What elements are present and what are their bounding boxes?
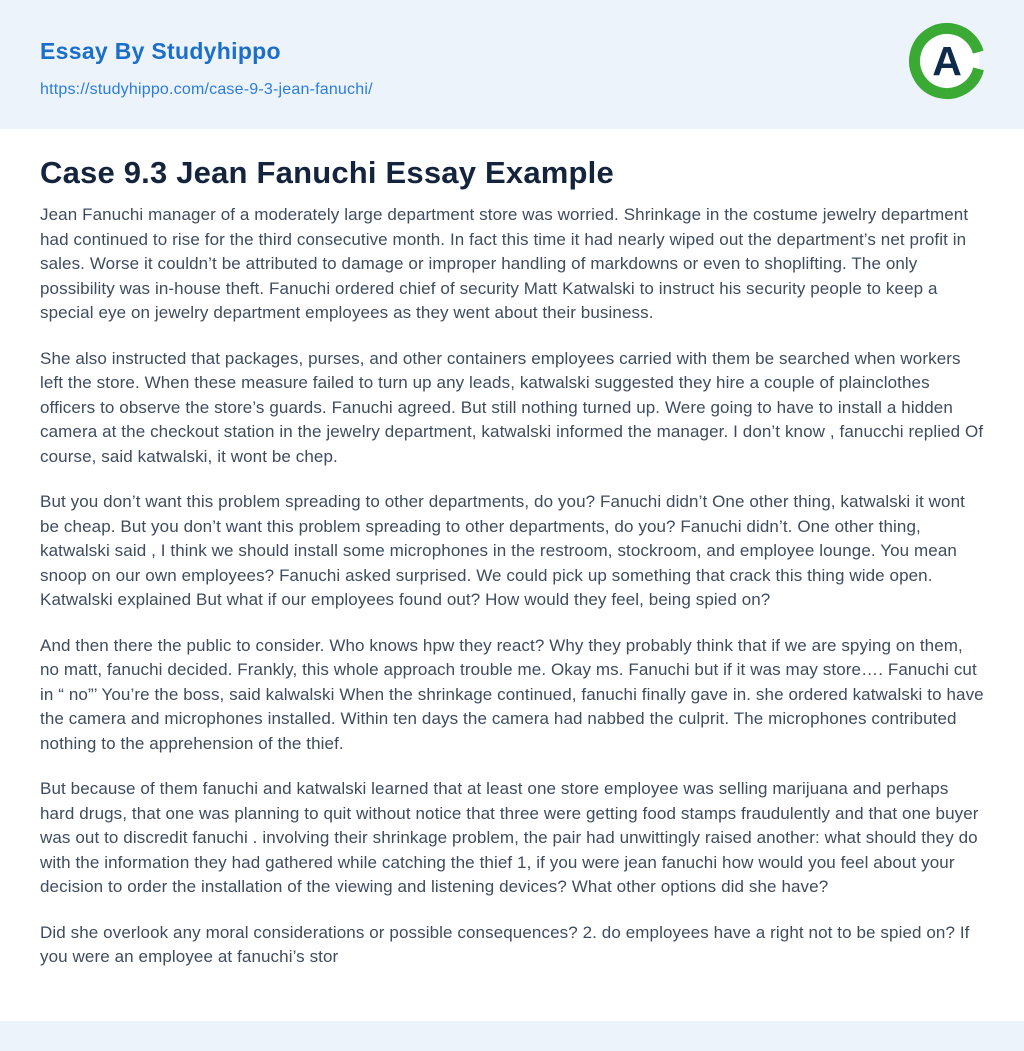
footer-strip [0, 1021, 1024, 1051]
article-paragraph: Did she overlook any moral considerations or possible consequences? 2. do employees have a right not to be spied on? If you were an employee at fanuchi’s stor [40, 922, 970, 966]
logo-letter: A [932, 38, 962, 84]
article-paragraph: But you don’t want this problem spreading to other departments, do you? Fanuchi didn’t One other thing, katwalski it wont be cheap. But you don’t want this problem spreading to other departments, do you? Fanuchi didn’t. One other thing, katwalski said , I think we should install some microphones in the restroom, stockroom, and employee lounge. You mean snoop on our own employees? Fanuchi asked surprised. We could pick up something that crack this thing wide open. Katwalski explained But what if our employees found out? How would they feel, being spied on? [40, 492, 965, 609]
studyhippo-logo[interactable] [908, 22, 986, 100]
article-body [40, 203, 984, 970]
logo-ring-icon [908, 22, 986, 100]
site-header [0, 0, 1024, 129]
article-paragraph: But because of them fanuchi and katwalski learned that at least one store employee was selling marijuana and perhaps hard drugs, that one was planning to quit without notice that three were getting food stamps fraudulently and that one buyer was out to discredit fanuchi . involving their shrinkage problem, the pair had unwittingly raised another: what should they do with the information they had gathered while catching the thief 1, if you were jean fanuchi how would you feel about your decision to order the installation of the viewing and listening devices? What other options did she have? [40, 779, 979, 896]
article-title: Case 9.3 Jean Fanuchi Essay Example [40, 155, 614, 190]
article-paragraph: She also instructed that packages, purses, and other containers employees carried with them be searched when workers left the store. When these measure failed to turn up any leads, katwalski suggested they hire a couple of plainclothes officers to observe the store’s guards. Fanuchi agreed. But still nothing turned up. Were going to have to install a hidden camera at the checkout station in the jewelry department, katwalski informed the manager. I don’t know , fanucchi replied Of course, said katwalski, it wont be chep. [40, 348, 984, 466]
article-paragraph: Jean Fanuchi manager of a moderately large department store was worried. Shrinkage in the costume jewelry department had continued to rise for the third consecutive month. In fact this time it had nearly wiped out the department’s net profit in sales. Worse it couldn’t be attributed to damage or improper handling of markdowns or even to shoplifting. The only possibility was in-house theft. Fanuchi ordered chief of security Matt Katwalski to instruct his security people to keep a special eye on jewelry department employees as they went about their business. [40, 205, 969, 322]
main-content [0, 129, 1024, 1021]
source-url-link[interactable]: https://studyhippo.com/case-9-3-jean-fanuchi/ [40, 81, 373, 98]
article-paragraph: And then there the public to consider. Who knows hpw they react? Why they probably think that if we are spying on them, no matt, fanuchi decided. Frankly, this whole approach trouble me. Okay ms. Fanuchi but if it was may store…. Fanuchi cut in “ no”’ You’re the boss, said kalwalski When the shrinkage continued, fanuchi finally gave in. she ordered katwalski to have the camera and microphones installed. Within ten days the camera had nabbed the culprit. The microphones contributed nothing to the apprehension of the thief. [40, 635, 984, 753]
site-title: Essay By Studyhippo [40, 38, 281, 64]
